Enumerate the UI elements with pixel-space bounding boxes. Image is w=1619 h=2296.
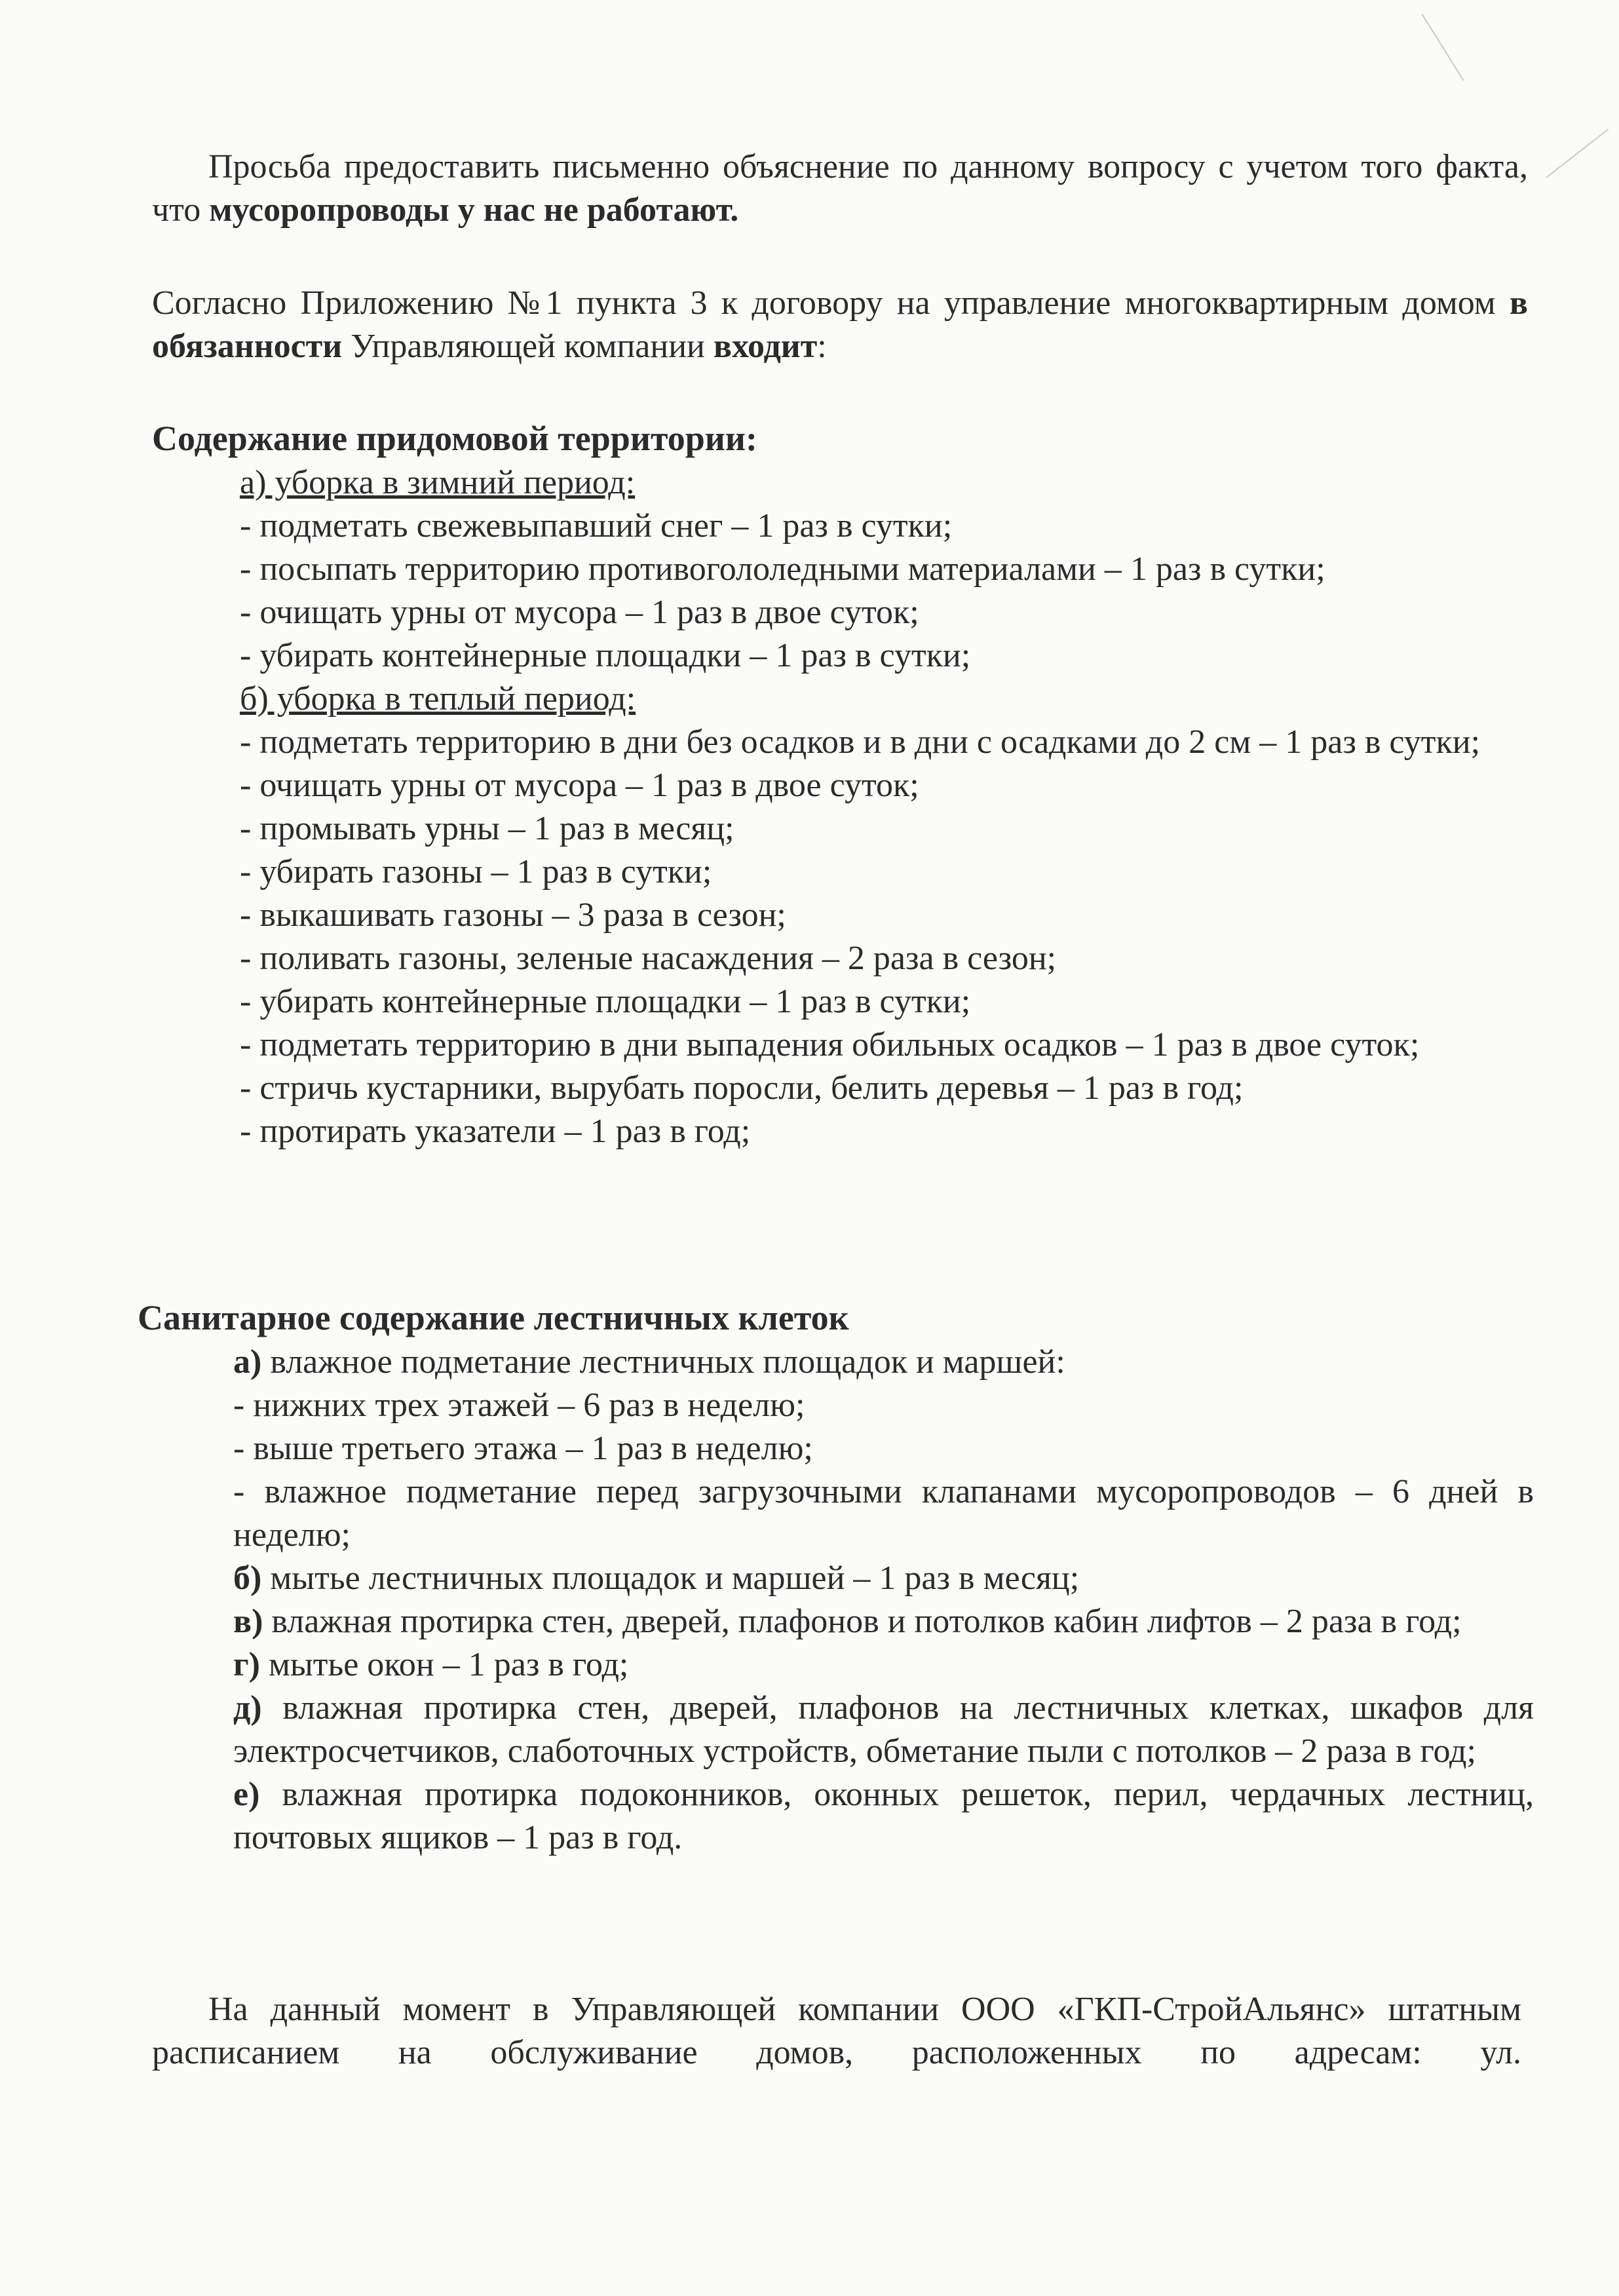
item-a-marker: а) xyxy=(233,1343,262,1381)
item-d-marker: д) xyxy=(233,1689,262,1727)
intro-bold: мусоропроводы у нас не работают. xyxy=(209,191,739,229)
summer-item: - убирать контейнерные площадки – 1 раз в сутки; xyxy=(240,983,971,1020)
winter-item: - убирать контейнерные площадки – 1 раз в сутки; xyxy=(240,637,971,674)
intro-text: Просьба предоставить письменно объяснение по данному вопросу с учетом того факта, что xyxy=(152,148,1528,229)
item-e-text: влажная протирка подоконников, оконных решеток, перил, чердачных лестниц, почтовых ящиков – 1 раз в год. xyxy=(233,1776,1534,1856)
item-v-marker: в) xyxy=(233,1603,263,1640)
summer-item: - протирать указатели – 1 раз в год; xyxy=(240,1113,751,1150)
item-v-text: влажная протирка стен, дверей, плафонов и потолков кабин лифтов – 2 раза в год; xyxy=(263,1603,1462,1640)
summer-item: - подметать территорию в дни выпадения обильных осадков – 1 раз в двое суток; xyxy=(240,1026,1420,1063)
winter-item: - подметать свежевыпавший снег – 1 раз в сутки; xyxy=(240,507,953,545)
intro-paragraph xyxy=(152,145,1528,232)
section2-a-subitem: - влажное подметание перед загрузочными клапанами мусоропроводов – 6 дней в неделю; xyxy=(233,1473,1534,1554)
contract-bold2: входит xyxy=(713,328,818,365)
section2-item-e xyxy=(233,1773,1534,1860)
item-a-text: влажное подметание лестничных площадок и маршей: xyxy=(261,1343,1065,1381)
section1-list xyxy=(240,461,1544,1153)
scan-mark-top xyxy=(1421,13,1464,81)
summer-subtitle: б) уборка в теплый период: xyxy=(240,680,636,718)
summer-item: - очищать урны от мусора – 1 раз в двое суток; xyxy=(240,767,919,804)
closing-paragraph: На данный момент в Управляющей компании ООО «ГКП-СтройАльянс» штатным расписанием на обслуживание домов, расположенных по адресам: ул. xyxy=(152,1991,1521,2071)
item-b-text: мытье лестничных площадок и маршей – 1 раз в месяц; xyxy=(261,1559,1080,1597)
section2-title: Санитарное содержание лестничных клеток xyxy=(138,1298,849,1337)
section2-item-b xyxy=(233,1557,1534,1600)
section2-item-d xyxy=(233,1687,1534,1773)
summer-item: - подметать территорию в дни без осадков и в дни с осадками до 2 см – 1 раз в сутки; xyxy=(240,723,1481,761)
item-d-text: влажная протирка стен, дверей, плафонов на лестничных клетках, шкафов для электросчетчиков, слаботочных устройств, обметание пыли с потолков – 2 раза в год; xyxy=(233,1689,1534,1770)
contract-bold1: в обязанности xyxy=(152,284,1528,365)
section2-item-a xyxy=(233,1341,1534,1384)
section1-title: Содержание придомовой территории: xyxy=(152,419,758,458)
section2-item-g xyxy=(233,1643,1534,1687)
contract-paragraph xyxy=(152,282,1528,368)
summer-item: - стричь кустарники, вырубать поросли, белить деревья – 1 раз в год; xyxy=(240,1069,1244,1107)
summer-item: - промывать урны – 1 раз в месяц; xyxy=(240,810,734,847)
item-g-marker: г) xyxy=(233,1646,260,1683)
item-e-marker: е) xyxy=(233,1776,260,1813)
summer-item: - поливать газоны, зеленые насаждения – 2 раза в сезон; xyxy=(240,940,1057,977)
winter-subtitle: а) уборка в зимний период: xyxy=(240,464,636,501)
section2-list xyxy=(233,1341,1534,1860)
scan-mark-right xyxy=(1546,128,1609,178)
summer-item: - убирать газоны – 1 раз в сутки; xyxy=(240,853,712,890)
section2-a-subitem: - выше третьего этажа – 1 раз в неделю; xyxy=(233,1430,813,1467)
section2-item-v xyxy=(233,1600,1534,1643)
contract-part1: Согласно Приложению №1 пункта 3 к договору на управление многоквартирным домом xyxy=(152,284,1510,322)
contract-part3: : xyxy=(817,328,827,365)
summer-item: - выкашивать газоны – 3 раза в сезон; xyxy=(240,896,786,934)
section2-a-subitem: - нижних трех этажей – 6 раз в неделю; xyxy=(233,1387,805,1424)
winter-item: - посыпать территорию противогололедными материалами – 1 раз в сутки; xyxy=(240,550,1325,588)
winter-item: - очищать урны от мусора – 1 раз в двое суток; xyxy=(240,594,919,631)
item-g-text: мытье окон – 1 раз в год; xyxy=(259,1646,629,1683)
item-b-marker: б) xyxy=(233,1559,262,1597)
contract-part2: Управляющей компании xyxy=(342,328,714,365)
